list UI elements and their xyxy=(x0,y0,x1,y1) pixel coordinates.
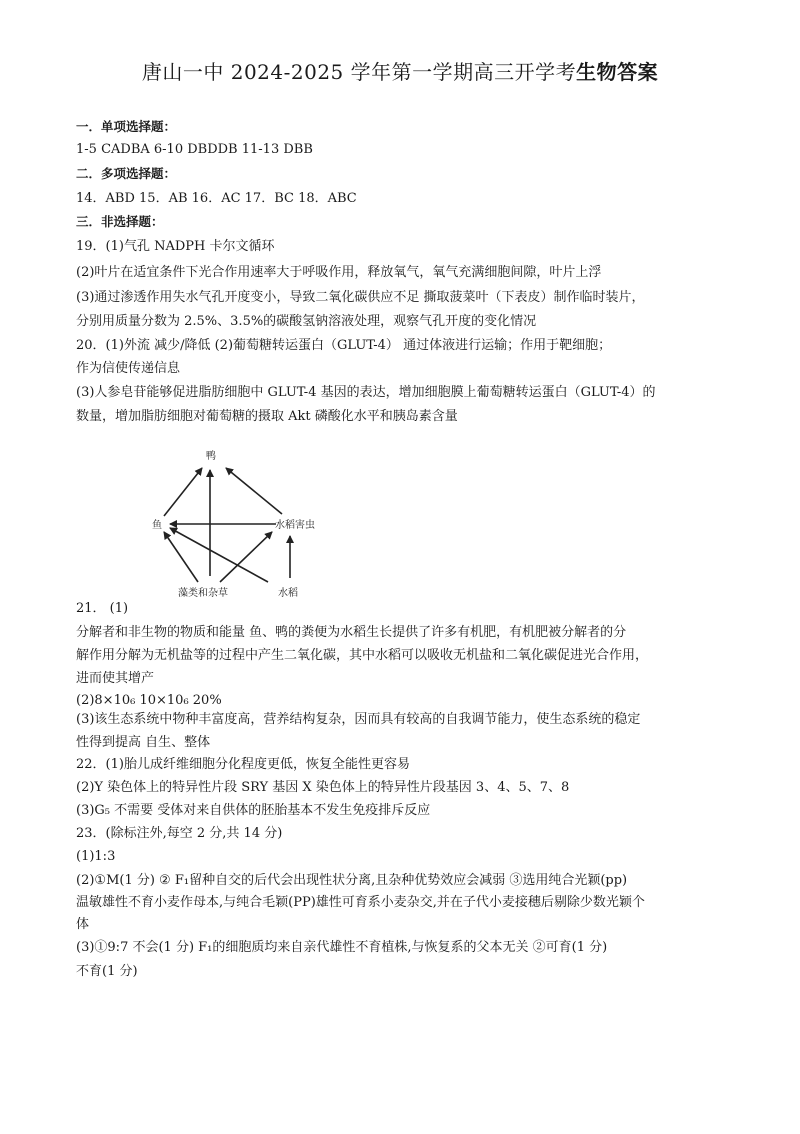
multi-choice-answers: 14．ABD 15．AB 16．AC 17．BC 18．ABC xyxy=(76,191,357,206)
section-single-choice: 一．单项选择题： xyxy=(76,119,177,134)
q19-part1: 19．(1)气孔 NADPH 卡尔文循环 xyxy=(76,239,275,254)
q19-part2: (2)叶片在适宜条件下光合作用速率大于呼吸作用，释放氧气，氧气充满细胞间隙，叶片上浮 xyxy=(76,265,602,280)
arrow-rice-to-fish xyxy=(170,528,268,582)
node-duck: 鸭 xyxy=(206,451,216,462)
q23-header: 23．(除标注外,每空 2 分,共 14 分) xyxy=(76,826,283,841)
q20-part1-line1: 20．(1)外流 减少/降低 (2)葡萄糖转运蛋白（GLUT-4） 通过体液进行运输；作用于靶细胞； xyxy=(76,338,612,353)
single-choice-answers: 1-5 CADBA 6-10 DBDDB 11-13 DBB xyxy=(76,142,313,157)
q21-part3-line1: (3)该生态系统中物种丰富度高，营养结构复杂，因而具有较高的自我调节能力，使生态系统的稳定 xyxy=(76,712,641,727)
section-multi-choice: 二．多项选择题： xyxy=(76,166,177,181)
node-pest: 水稻害虫 xyxy=(275,520,315,531)
q20-part3-line1: (3)人参皂苷能够促进脂肪细胞中 GLUT-4 基因的表达，增加细胞膜上葡萄糖转运蛋白（GLUT-4）的 xyxy=(76,385,656,400)
title-main: 唐山一中 2024-2025 学年第一学期高三开学考 xyxy=(141,60,577,84)
food-web-diagram xyxy=(140,446,325,606)
q23-part2-line1: (2)①M(1 分) ② F₁留种自交的后代会出现性状分离,且杂种优势效应会减弱 ③选用纯合光颖(pp) xyxy=(76,873,628,888)
q21-header: 21． (1) xyxy=(76,601,129,616)
q20-part3-line2: 数量，增加脂肪细胞对葡萄糖的摄取 Akt 磷酸化水平和胰岛素含量 xyxy=(76,409,458,424)
q20-part1-line2: 作为信使传递信息 xyxy=(76,361,181,376)
q19-part3-line2: 分别用质量分数为 2.5%、3.5%的碳酸氢钠溶液处理，观察气孔开度的变化情况 xyxy=(76,314,537,329)
page-title xyxy=(0,56,800,85)
q21-part2: (2)8×10₆ 10×10₆ 20% xyxy=(76,693,222,708)
section-non-choice: 三．非选择题： xyxy=(76,214,164,229)
q22-part2: (2)Y 染色体上的特异性片段 SRY 基因 X 染色体上的特异性片段基因 3、4、5、7、8 xyxy=(76,780,570,795)
q19-part3-line1: (3)通过渗透作用失水气孔开度变小，导致二氧化碳供应不足 撕取菠菜叶（下表皮）制作临时装片， xyxy=(76,290,645,305)
node-rice: 水稻 xyxy=(278,588,298,599)
q23-part1: (1)1:3 xyxy=(76,849,116,864)
node-fish: 鱼 xyxy=(152,520,162,531)
q23-part3-line1: (3)①9:7 不会(1 分) F₁的细胞质均来自亲代雄性不育植株,与恢复系的父本无关 ②可育(1 分) xyxy=(76,940,608,955)
q21-part3-line2: 性得到提高 自生、整体 xyxy=(76,735,211,750)
q21-part1-line3: 进而使其增产 xyxy=(76,671,155,686)
q23-part2-line3: 体 xyxy=(76,917,90,932)
q21-part1-line2: 解作用分解为无机盐等的过程中产生二氧化碳，其中水稻可以吸收无机盐和二氧化碳促进光合作用， xyxy=(76,648,649,663)
q23-part3-line2: 不育(1 分) xyxy=(76,964,138,979)
arrow-pest-to-duck xyxy=(226,468,282,514)
arrow-fish-to-duck xyxy=(164,468,202,516)
arrow-algae-to-pest xyxy=(220,532,272,582)
title-bold: 生物答案 xyxy=(576,60,659,84)
arrow-algae-to-fish xyxy=(164,532,198,582)
q22-part3: (3)G₅ 不需要 受体对来自供体的胚胎基本不发生免疫排斥反应 xyxy=(76,803,431,818)
q21-part1-line1: 分解者和非生物的物质和能量 鱼、鸭的粪便为水稻生长提供了许多有机肥，有机肥被分解者的分 xyxy=(76,625,627,640)
q23-part2-line2: 温敏雄性不育小麦作母本,与纯合毛颖(PP)雄性可育系小麦杂交,并在子代小麦接穗后剔除少数光颖个 xyxy=(76,895,645,910)
node-algae: 藻类和杂草 xyxy=(178,588,228,599)
q22-part1: 22．(1)胎儿成纤维细胞分化程度更低，恢复全能性更容易 xyxy=(76,757,410,772)
